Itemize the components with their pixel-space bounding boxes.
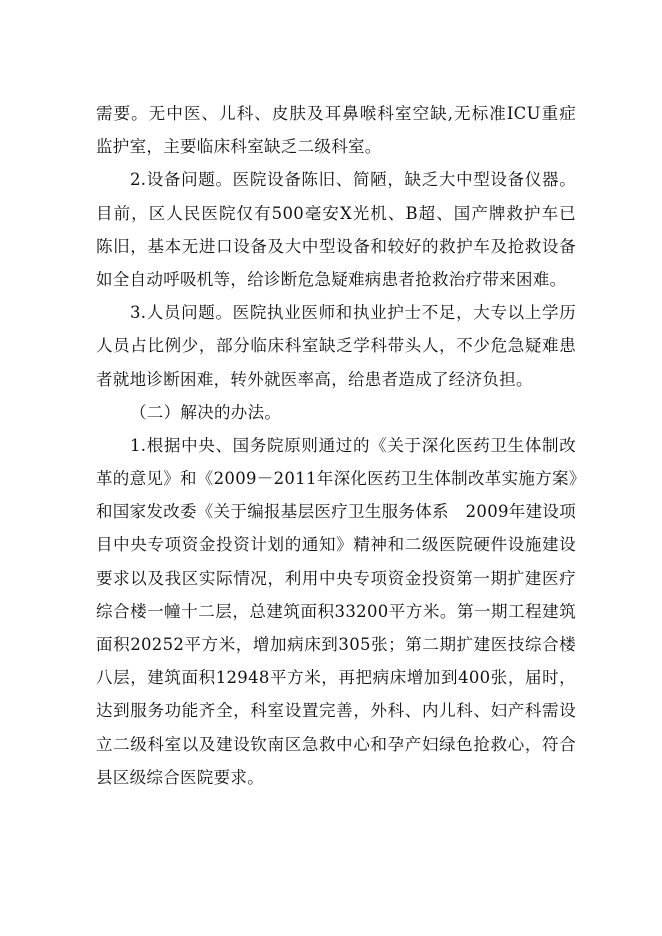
text-line: 如全自动呼吸机等，给诊断危急疑难病患者抢救治疗带来困难。 — [96, 269, 567, 289]
text-line: （二）解决的办法。 — [130, 402, 282, 422]
document-body — [96, 97, 586, 794]
text-line: 革的意见》和《2009－2011年深化医药卫生体制改革实施方案》 — [96, 469, 586, 489]
text-line: 达到服务功能齐全，科室设置完善，外科、内儿科、妇产科需设 — [96, 701, 576, 721]
text-line: 者就地诊断困难，转外就医率高，给患者造成了经济负担。 — [96, 369, 533, 389]
text-line: 2.设备问题。医院设备陈旧、简陋，缺乏大中型设备仪器。 — [130, 170, 576, 190]
text-line: 1.根据中央、国务院原则通过的《关于深化医药卫生体制改 — [130, 435, 576, 455]
text-line: 3.人员问题。医院执业医师和执业护士不足，大专以上学历 — [130, 303, 576, 323]
text-line: 综合楼一幢十二层，总建筑面积33200平方米。第一期工程建筑 — [96, 601, 576, 621]
text-line: 人员占比例少，部分临床科室缺乏学科带头人，不少危急疑难患 — [96, 336, 576, 356]
text-line: 和国家发改委《关于编报基层医疗卫生服务体系 2009年建设项 — [96, 502, 576, 522]
text-line: 县区级综合医院要求。 — [96, 767, 264, 787]
text-line: 陈旧，基本无进口设备及大中型设备和较好的救护车及抢救设备 — [96, 236, 576, 256]
text-line: 监护室，主要临床科室缺乏二级科室。 — [96, 137, 382, 157]
text-line: 立二级科室以及建设钦南区急救中心和孕产妇绿色抢救心，符合 — [96, 734, 576, 754]
text-line: 面积20252平方米，增加病床到305张；第二期扩建医技综合楼 — [96, 635, 576, 654]
text-line: 目前，区人民医院仅有500毫安X光机、B超、国产牌救护车已 — [96, 203, 576, 223]
text-line: 要求以及我区实际情况，利用中央专项资金投资第一期扩建医疗 — [96, 568, 576, 588]
text-line: 八层，建筑面积12948平方米，再把病床增加到400张，届时， — [96, 668, 576, 688]
text-line: 需要。无中医、儿科、皮肤及耳鼻喉科室空缺,无标准ICU重症 — [96, 104, 576, 123]
text-line: 目中央专项资金投资计划的通知》精神和二级医院硬件设施建设 — [96, 535, 576, 555]
